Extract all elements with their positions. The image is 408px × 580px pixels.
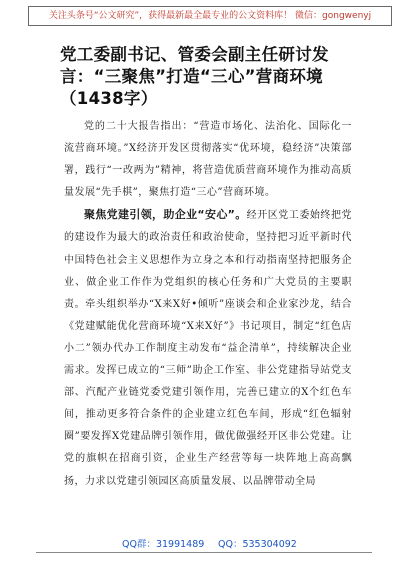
paragraph-1-text: 党的二十大报告指出：“营造市场化、法治化、国际化一流营商环境。”X经济开发区贯彻落实“优环境，稳经济”决策部署，践行“一改两为”精神，将营造优质营商环境作为推动高质量发展“先手棋”，聚焦打造“三心”营商环境。	[64, 121, 352, 199]
footer-divider	[36, 552, 372, 553]
header-banner: 关注头条号“公文研究”，获得最新最全最专业的公文资料库！ 微信：gongwenyj	[28, 6, 392, 26]
paragraph-2-lead: 聚焦党建引领，助企业“安心”。	[84, 208, 247, 222]
document-body	[64, 116, 352, 493]
footer-qq: QQ：535304092	[218, 539, 297, 550]
paragraph-2	[64, 204, 352, 492]
paragraph-2-text: 经开区党工委始终把党的建设作为最大的政治责任和政治使命，坚持把习近平新时代中国特色社会主义思想作为立身之本和行动指南坚持把服务企业、做企业工作作为党组织的核心任务和广大党员的主要职责。牵头组织举办“X来X好•倾听”座谈会和企业家沙龙，结合《党建赋能优化营商环境“X来X好”》书记项目，制定“红色店小二”领办代办工作制度主动发布“益企清单”，持续解决企业需求。发挥已成立的“三师”助企工作室、非公党建指导站党支部、汽配产业链党委党建引领作用，完善已建立的X个红色车间，推动更多符合条件的企业建立红色车间，形成“红色辐射圈”要发挥X党建品牌引领作用，做优做强经开区非公党建。让党的旗帜在招商引资，企业生产经营等每一块阵地上高高飘扬，力求以党建引领园区高质量发展、以品牌带动全局	[64, 210, 352, 487]
footer-qq-group: QQ群：31991489	[122, 539, 205, 550]
paragraph-1	[64, 116, 352, 204]
footer-contacts	[0, 537, 408, 553]
document-title: 党工委副书记、管委会副主任研讨发言：“三聚焦”打造“三心”营商环境（1438字）	[60, 45, 329, 108]
